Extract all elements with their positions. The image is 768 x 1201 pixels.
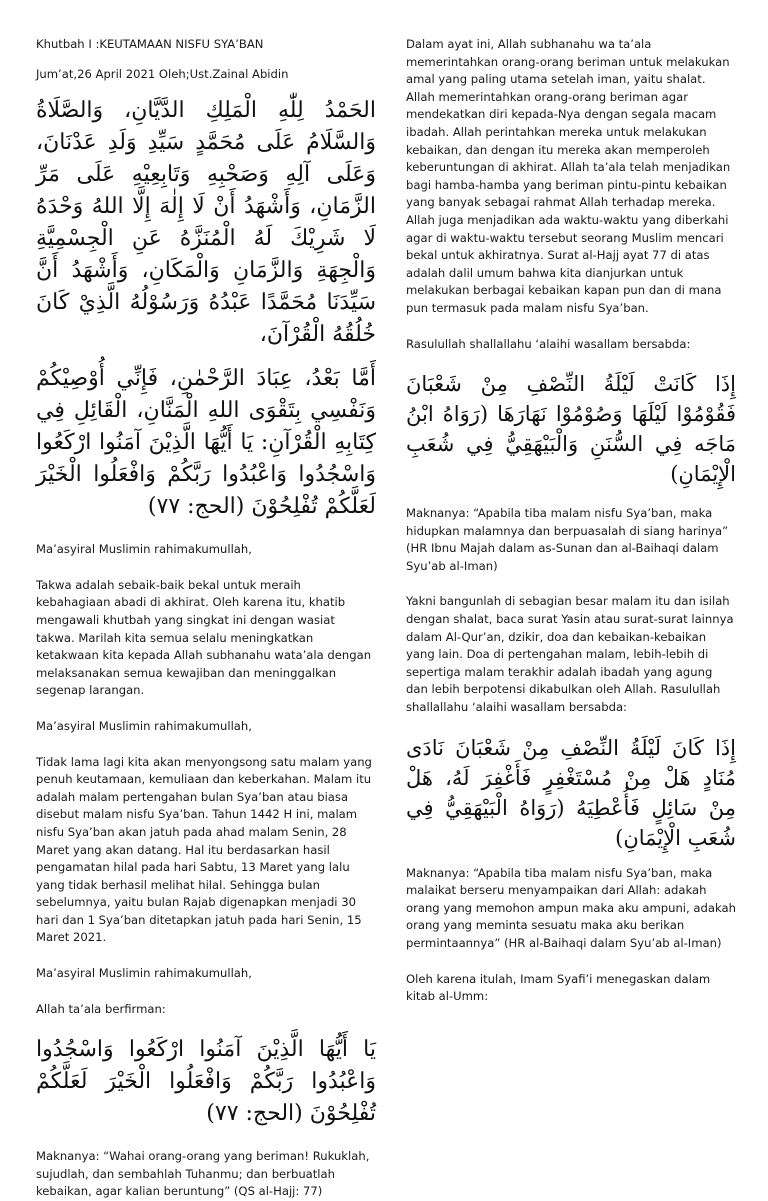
arabic-hadith-1: إِذَا كَانَتْ لَيْلَةُ النِّصْفِ مِنْ شَعْبَانَ فَقُوْمُوْا لَيْلَهَا وَصُوْمُوْا نَهَارَهَا (رَوَاهُ ابْنُ مَاجَه فِي السُّنَنِ وَالْبَيْهَقِيُّ فِي شُعَبِ الْإِيْمَانِ) xyxy=(406,372,736,487)
rasul-bersabda-1: Rasulullah shallallahu ‘alaihi wasallam bersabda: xyxy=(406,336,691,351)
arabic-opening: الحَمْدُ لِلّٰهِ الْمَلِكِ الدَّيَّانِ، وَالصَّلَاةُ وَالسَّلَامُ عَلَى مُحَمَّدٍ سَيِّدِ وَلَدِ عَدْنَانَ، وَعَلَى آلِهِ وَصَحْبِهِ وَتَابِعِيْهِ عَلَى مَرِّ الزَّمَانِ، وَأَشْهَدُ أَنْ لَا إِلٰهَ إِلَّا اللهُ وَحْدَهُ لَا شَرِيْكَ لَهُ الْمُنَزَّهُ عَنِ الْجِسْمِيَّةِ وَالْجِهَةِ وَالزَّمَانِ وَالْمَكَانِ، وَأَشْهَدُ أَنَّ سَيِّدَنَا مُحَمَّدًا عَبْدُهُ وَرَسُوْلُهُ الَّذِيْ كَانَ خُلُقُهُ الْقُرْآنَ، xyxy=(36,98,376,348)
arabic-ayat: يَا أَيُّهَا الَّذِيْنَ آمَنُوا ارْكَعُوا وَاسْجُدُوا وَاعْبُدُوا رَبَّكُمْ وَافْعَلُوا الْخَيْرَ لَعَلَّكُمْ تُفْلِحُوْنَ (الحج: ٧٧) xyxy=(36,1037,376,1127)
salutation-3: Ma’asyiral Muslimin rahimakumullah, xyxy=(36,966,252,981)
left-column xyxy=(36,36,376,1201)
arabic-hadith-2: إِذَا كَانَ لَيْلَةُ النِّصْفِ مِنْ شَعْبَانَ نَادَى مُنَادٍ هَلْ مِنْ مُسْتَغْفِرٍ فَأَغْفِرَ لَهُ، هَلْ مِنْ سَائِلٍ فَأُعْطِيَهُ (رَوَاهُ الْبَيْهَقِيُّ فِي شُعَبِ الْإِيْمَانِ) xyxy=(406,735,736,850)
salutation-1: Ma’asyiral Muslimin rahimakumullah, xyxy=(36,542,252,557)
paragraph-yakni: Yakni bangunlah di sebagian besar malam itu dan isilah dengan shalat, baca surat Yasin atau surat-surat lainnya dalam Al-Qur’an, dzikir, doa dan kebaikan-kebaikan yang lain. Doa di pertengahan malam, lebih-lebih di sepertiga malam terakhir adalah ibadah yang agung dan lebih berpotensi dikabulkan oleh Allah. Rasulullah shallallahu ‘alaihi wasallam bersabda: xyxy=(406,594,734,715)
allah-berfirman: Allah ta’ala berfirman: xyxy=(36,1001,166,1016)
paragraph-syafii: Oleh karena itulah, Imam Syafi’i menegaskan dalam kitab al-Umm: xyxy=(406,971,711,1004)
salutation-2: Ma’asyiral Muslimin rahimakumullah, xyxy=(36,718,252,733)
maknanya-hadith-2: Maknanya: “Apabila tiba malam nisfu Sya’ban, maka malaikat berseru menyampaikan dari Allah: adakah orang yang memohon ampun maka aku ampuni, adakah orang yang meminta sesuatu maka aku berikan permintaannya” (HR al-Baihaqi dalam Syu’ab al-Iman) xyxy=(406,865,736,950)
date-author-line: Jum’at,26 April 2021 Oleh;Ust.Zainal Abidin xyxy=(36,66,289,81)
paragraph-nisfu: Tidak lama lagi kita akan menyongsong satu malam yang penuh keutamaan, kemuliaan dan keberkahan. Malam itu adalah malam pertengahan bulan Sya’ban atau biasa disebut malam nisfu Sya’ban. Tahun 1442 H ini, malam nisfu Sya’ban akan jatuh pada ahad malam Senin, 28 Maret yang akan datang. Hal itu berdasarkan hasil pengamatan hilal pada hari Sabtu, 13 Maret yang lalu yang tidak berhasil melihat hilal. Sehingga bulan sebelumnya, yaitu bulan Rajab digenapkan menjadi 30 hari dan 1 Sya’ban ditetapkan jatuh pada hari Senin, 15 Maret 2021. xyxy=(36,754,372,945)
right-column xyxy=(406,36,736,1006)
khutbah-title: Khutbah I :KEUTAMAAN NISFU SYA’BAN xyxy=(36,37,264,51)
paragraph-ayat-explanation: Dalam ayat ini, Allah subhanahu wa ta’ala memerintahkan orang-orang beriman untuk melakukan amal yang paling utama setelah iman, yaitu shalat. Allah memerintahkan orang-orang beriman agar mendekatkan diri kepada-Nya dengan segala macam ibadah. Allah perintahkan mereka untuk melakukan kebaikan, dan dengan itu mereka akan memperoleh keberuntungan di akhirat. Allah ta’ala telah menjadikan bagi hamba-hamba yang beriman pintu-pintu kebaikan yang banyak sebagai rahmat Allah terhadap mereka. Allah juga menjadikan ada waktu-waktu yang diberkahi agar di waktu-waktu tersebut seorang Muslim mencari bekal untuk akhiratnya. Surat al-Hajj ayat 77 di atas adalah dalil umum bahwa kita dianjurkan untuk melakukan berbagai kebaikan kapan pun dan di mana pun termasuk pada malam nisfu Sya’ban. xyxy=(406,37,731,315)
maknanya-hadith-1: Maknanya: “Apabila tiba malam nisfu Sya’ban, maka hidupkan malamnya dan berpuasalah di siang harinya” (HR Ibnu Majah dalam as-Sunan dan al-Baihaqi dalam Syu’ab al-Iman) xyxy=(406,506,729,573)
maknanya-ayat: Maknanya: “Wahai orang-orang yang beriman! Rukuklah, sujudlah, dan sembahlah Tuhanmu; dan berbuatlah kebaikan, agar kalian beruntung” (QS al-Hajj: 77) xyxy=(36,1149,370,1199)
paragraph-takwa: Takwa adalah sebaik-baik bekal untuk meraih kebahagiaan abadi di akhirat. Oleh karena itu, khatib mengawali khutbah yang singkat ini dengan wasiat takwa. Marilah kita semua selalu meningkatkan ketakwaan kita kepada Allah subhanahu wata’ala dengan melaksanakan semua kewajiban dan meninggalkan segenap larangan. xyxy=(36,577,372,698)
arabic-amma-badu: أَمَّا بَعْدُ، عِبَادَ الرَّحْمٰنِ، فَإِنِّي أُوْصِيْكُمْ وَنَفْسِي بِتَقْوَى اللهِ الْمَنَّانِ، الْقَائِلِ فِي كِتَابِهِ الْقُرْآنِ: يَا أَيُّهَا الَّذِيْنَ آمَنُوا ارْكَعُوا وَاسْجُدُوا وَاعْبُدُوا رَبَّكُمْ وَافْعَلُوا الْخَيْرَ لَعَلَّكُمْ تُفْلِحُوْنَ (الحج: ٧٧) xyxy=(36,366,376,520)
